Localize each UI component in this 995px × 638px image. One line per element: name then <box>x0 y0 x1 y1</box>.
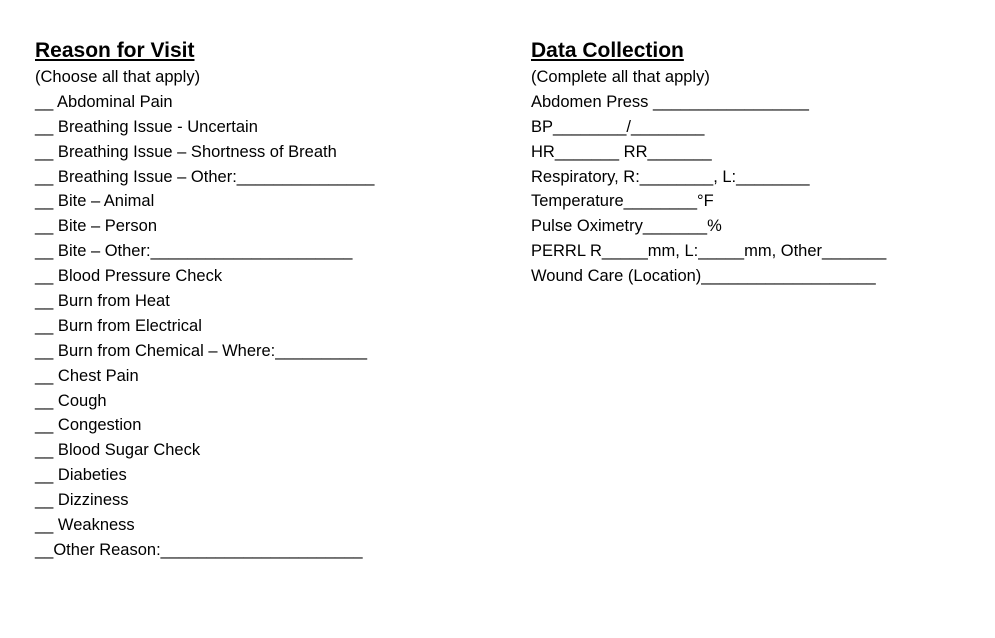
checklist-item-cough: __ Cough <box>35 391 107 410</box>
field-pulse-oximetry: Pulse Oximetry_______% <box>531 217 722 236</box>
checklist-item-weakness: __ Weakness <box>35 516 135 535</box>
checklist-item-dizziness: __ Dizziness <box>35 491 129 510</box>
field-heart-rate-resp-rate: HR_______ RR_______ <box>531 142 712 161</box>
checklist-item-burn-heat: __ Burn from Heat <box>35 292 170 311</box>
checklist-item-blood-pressure: __ Blood Pressure Check <box>35 267 223 286</box>
field-wound-care-location: Wound Care (Location)___________________ <box>531 267 876 286</box>
checklist-item-chest-pain: __ Chest Pain <box>35 366 139 385</box>
checklist-item-breathing-shortness: __ Breathing Issue – Shortness of Breath <box>35 142 337 161</box>
checklist-item-bite-person: __ Bite – Person <box>35 217 157 236</box>
field-temperature: Temperature________°F <box>531 192 714 211</box>
reason-for-visit-instruction: (Choose all that apply) <box>35 68 201 86</box>
field-perrl: PERRL R_____mm, L:_____mm, Other_______ <box>531 242 887 261</box>
reason-for-visit-heading: Reason for Visit <box>35 39 195 62</box>
reason-for-visit-section <box>35 36 485 563</box>
checklist-item-bite-other: __ Bite – Other:______________________ <box>35 242 353 261</box>
checklist-item-blood-sugar: __ Blood Sugar Check <box>35 441 201 460</box>
checklist-item-breathing-other: __ Breathing Issue – Other:_______________ <box>35 167 375 186</box>
checklist-item-breathing-uncertain: __ Breathing Issue - Uncertain <box>35 117 258 136</box>
checklist-item-congestion: __ Congestion <box>35 416 142 435</box>
checklist-item-burn-chemical: __ Burn from Chemical – Where:__________ <box>35 341 368 360</box>
checklist-item-abdominal-pain: __ Abdominal Pain <box>35 92 173 111</box>
checklist-item-bite-animal: __ Bite – Animal <box>35 192 155 211</box>
field-abdomen-press: Abdomen Press _________________ <box>531 92 809 111</box>
field-respiratory: Respiratory, R:________, L:________ <box>531 167 810 186</box>
checklist-item-other-reason: __Other Reason:______________________ <box>35 540 363 559</box>
checklist-item-burn-electrical: __ Burn from Electrical <box>35 316 202 335</box>
data-collection-instruction: (Complete all that apply) <box>531 68 710 86</box>
data-collection-section <box>531 36 961 289</box>
checklist-item-diabeties: __ Diabeties <box>35 466 127 485</box>
field-blood-pressure: BP________/________ <box>531 117 705 136</box>
data-collection-heading: Data Collection <box>531 39 684 62</box>
